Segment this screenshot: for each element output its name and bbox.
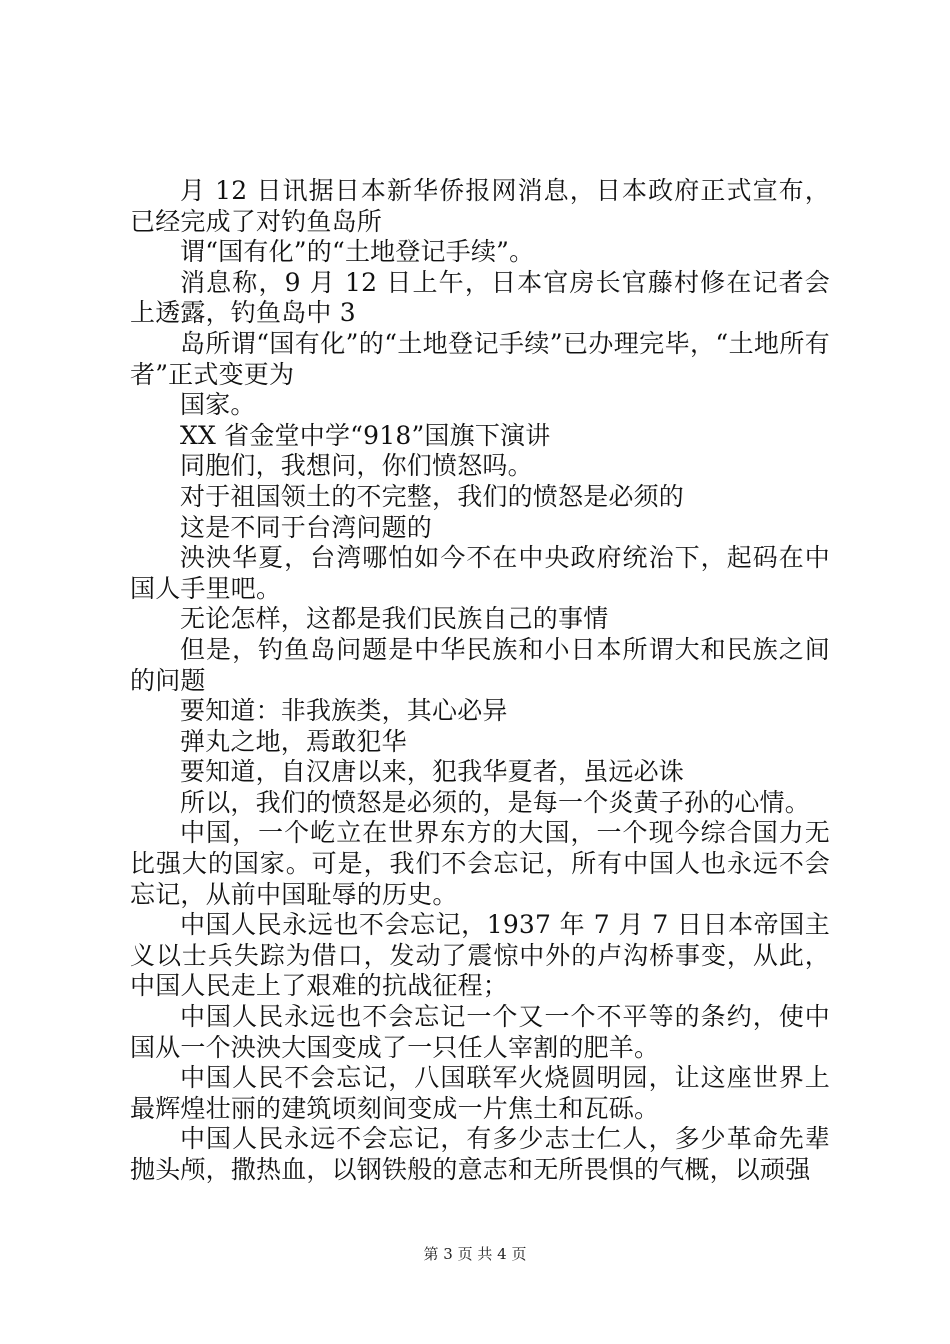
paragraph: 中国人民永远不会忘记，有多少志士仁人，多少革命先辈抛头颅，撒热血，以钢铁般的意志和无所畏惧的气概，以顽强: [130, 1124, 830, 1184]
paragraph: 所以，我们的愤怒是必须的，是每一个炎黄子孙的心情。: [180, 787, 811, 817]
paragraph: 中国人民永远也不会忘记一个又一个不平等的条约，使中国从一个泱泱大国变成了一只任人宰割的肥羊。: [130, 1002, 830, 1062]
paragraph: 泱泱华夏，台湾哪怕如今不在中央政府统治下，起码在中国人手里吧。: [130, 543, 830, 603]
paragraph: 月 12 日讯据日本新华侨报网消息，日本政府正式宣布，已经完成了对钓鱼岛所: [130, 176, 830, 236]
document-body: [130, 176, 830, 1186]
paragraph: 国家。: [180, 390, 256, 420]
paragraph: 中国人民不会忘记，八国联军火烧圆明园，让这座世界上最辉煌壮丽的建筑顷刻间变成一片焦土和瓦砾。: [130, 1063, 830, 1123]
paragraph: 弹丸之地，焉敢犯华: [180, 726, 407, 756]
paragraph: 消息称，9 月 12 日上午，日本官房长官藤村修在记者会上透露，钓鱼岛中 3: [130, 267, 830, 328]
paragraph: 中国人民永远也不会忘记，1937 年 7 月 7 日日本帝国主义以士兵失踪为借口，发动了震惊中外的卢沟桥事变，从此，中国人民走上了艰难的抗战征程；: [130, 910, 830, 1001]
paragraph: XX 省金堂中学“918”国旗下演讲: [180, 420, 551, 450]
paragraph: 中国，一个屹立在世界东方的大国，一个现今综合国力无比强大的国家。可是，我们不会忘记，所有中国人也永远不会忘记，从前中国耻辱的历史。: [130, 818, 830, 909]
paragraph: 同胞们，我想问，你们愤怒吗。: [180, 451, 533, 481]
paragraph: 对于祖国领土的不完整，我们的愤怒是必须的: [180, 481, 685, 511]
paragraph: 但是，钓鱼岛问题是中华民族和小日本所谓大和民族之间的问题: [130, 634, 830, 695]
paragraph: 岛所谓“国有化”的“土地登记手续”已办理完毕，“土地所有者”正式变更为: [130, 328, 830, 389]
paragraph: 要知道：非我族类，其心必异: [180, 696, 508, 726]
page-number-footer: 第 3 页 共 4 页: [423, 1245, 527, 1263]
paragraph: 要知道，自汉唐以来，犯我华夏者，虽远必诛: [180, 757, 685, 787]
paragraph: 谓“国有化”的“土地登记手续”。: [180, 237, 535, 267]
paragraph: 无论怎样，这都是我们民族自己的事情: [180, 604, 609, 634]
paragraph: 这是不同于台湾问题的: [180, 512, 433, 542]
